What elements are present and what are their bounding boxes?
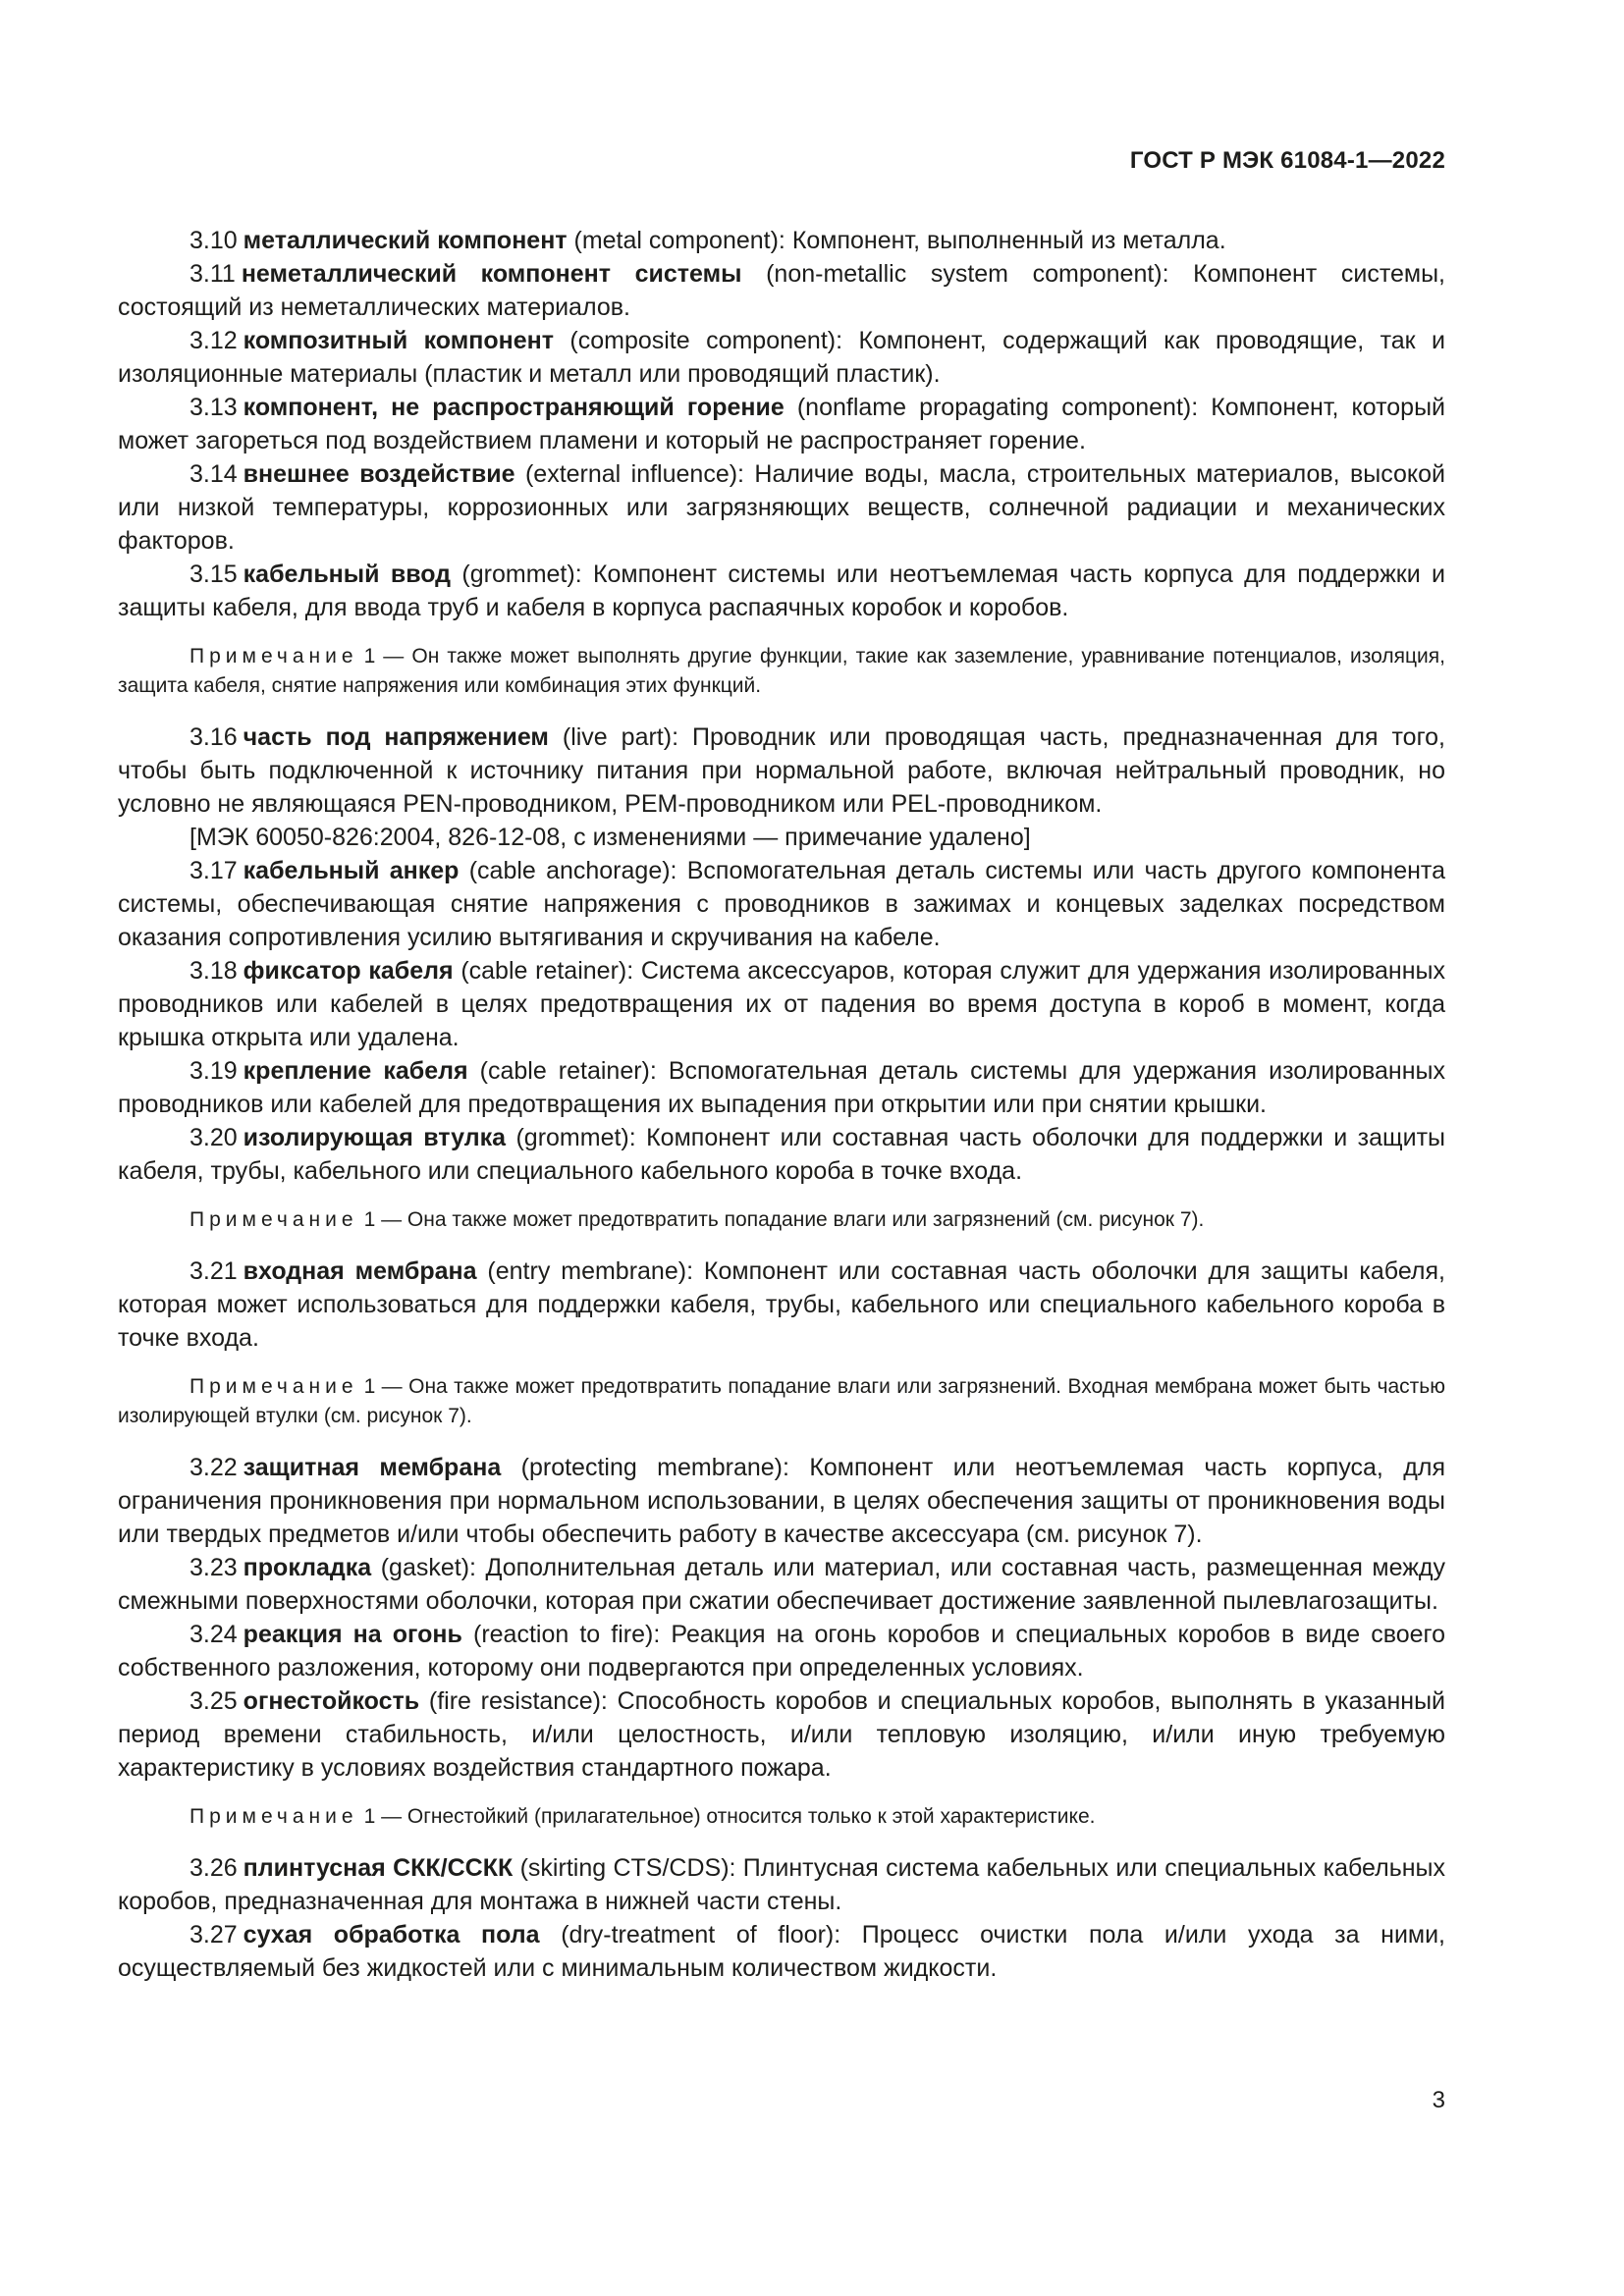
definition-term: металлический компонент xyxy=(243,227,568,254)
note-label: Примечание xyxy=(189,1805,358,1828)
definition-number: 3.10 xyxy=(189,227,238,254)
definition-text: (non-metallic system component): Компонент системы, состоящий из неметаллических материалов. xyxy=(118,260,1445,321)
definition-text: (cable retainer): Вспомогательная деталь системы для удержания изолированных проводников или кабелей для предотвращения их выпадения при открытии или при снятии крышки. xyxy=(118,1057,1445,1118)
definition-term: прокладка xyxy=(243,1554,372,1581)
note-3-15 xyxy=(118,642,1445,701)
definition-3-18 xyxy=(118,954,1445,1054)
definition-number: 3.19 xyxy=(189,1057,238,1085)
definition-number: 3.17 xyxy=(189,857,238,884)
definition-number: 3.13 xyxy=(189,394,238,421)
definition-3-26 xyxy=(118,1851,1445,1918)
note-3-21 xyxy=(118,1372,1445,1431)
definition-3-15 xyxy=(118,558,1445,624)
definition-text: (cable anchorage): Вспомогательная деталь системы или часть другого компонента системы, обеспечивающая снятие напряжения с проводников в зажимах и концевых заделках посредством оказания сопротивления усилию вытягивания и скручивания на кабеле. xyxy=(118,857,1445,951)
source-reference: [МЭК 60050-826:2004, 826-12-08, с изменениями — примечание удалено] xyxy=(189,824,1031,851)
definition-3-11 xyxy=(118,257,1445,324)
definition-text: (grommet): Компонент системы или неотъемлемая часть корпуса для поддержки и защиты кабеля, для ввода труб и кабеля в корпуса распаячных коробок и коробов. xyxy=(118,561,1446,621)
definition-text: (gasket): Дополнительная деталь или материал, или составная часть, размещенная между смежными поверхностями оболочки, которая при сжатии обеспечивает достижение заявленной пылевлагозащиты. xyxy=(118,1554,1446,1615)
definition-3-23 xyxy=(118,1551,1445,1618)
definition-term: изолирующая втулка xyxy=(243,1124,507,1151)
definition-3-24 xyxy=(118,1618,1445,1684)
definition-3-12 xyxy=(118,324,1445,391)
note-text: 1 — Она также может предотвратить попадание влаги или загрязнений (см. рисунок 7). xyxy=(363,1208,1205,1231)
definition-term: плинтусная СКК/ССКК xyxy=(243,1854,514,1882)
definition-number: 3.25 xyxy=(189,1687,238,1715)
definition-number: 3.22 xyxy=(189,1454,238,1481)
definition-term: сухая обработка пола xyxy=(243,1921,540,1949)
definition-term: часть под напряжением xyxy=(243,723,549,751)
definition-term: кабельный анкер xyxy=(243,857,460,884)
definition-number: 3.16 xyxy=(189,723,238,751)
note-text: 1 — Огнестойкий (прилагательное) относится только к этой характеристике. xyxy=(363,1805,1096,1828)
definition-number: 3.21 xyxy=(189,1257,238,1285)
definition-text: (composite component): Компонент, содержащий как проводящие, так и изоляционные материалы (пластик и металл или проводящий пластик). xyxy=(118,327,1445,388)
definition-number: 3.27 xyxy=(189,1921,238,1949)
note-label: Примечание xyxy=(189,645,358,667)
definition-term: композитный компонент xyxy=(243,327,554,354)
definition-3-21 xyxy=(118,1255,1445,1355)
note-text: 1 — Он также может выполнять другие функции, такие как заземление, уравнивание потенциалов, изоляция, защита кабеля, снятие напряжения или комбинация этих функций. xyxy=(118,645,1445,697)
note-label: Примечание xyxy=(189,1208,358,1231)
definition-term: компонент, не распространяющий горение xyxy=(243,394,785,421)
definition-number: 3.24 xyxy=(189,1621,238,1648)
definition-term: защитная мембрана xyxy=(243,1454,502,1481)
definition-3-13 xyxy=(118,391,1445,457)
definition-text: (cable retainer): Система аксессуаров, которая служит для удержания изолированных проводников или кабелей в целях предотвращения их от падения во время доступа в короб в момент, когда крышка открыта или удалена. xyxy=(118,957,1446,1051)
note-label: Примечание xyxy=(189,1375,358,1398)
definition-text: (grommet): Компонент или составная часть оболочки для поддержки и защиты кабеля, трубы, кабельного или специального кабельного короба в точке входа. xyxy=(118,1124,1445,1185)
definition-number: 3.26 xyxy=(189,1854,238,1882)
definition-text: (external influence): Наличие воды, масла, строительных материалов, высокой или низкой температуры, коррозионных или загрязняющих веществ, солнечной радиации и механических факторов. xyxy=(118,460,1446,555)
definition-number: 3.14 xyxy=(189,460,238,488)
definition-term: фиксатор кабеля xyxy=(243,957,454,985)
definition-3-22 xyxy=(118,1451,1445,1551)
definition-text: (fire resistance): Способность коробов и специальных коробов, выполнять в указанный период времени стабильность, и/или целостность, и/или тепловую изоляцию, и/или иную требуемую характеристику в условиях воздействия стандартного пожара. xyxy=(118,1687,1445,1782)
definition-number: 3.20 xyxy=(189,1124,238,1151)
definition-text: (protecting membrane): Компонент или неотъемлемая часть корпуса, для ограничения проникновения при нормальном использовании, в целях обеспечения защиты от проникновения воды или твердых предметов и/или чтобы обеспечить работу в качестве аксессуара (см. рисунок 7). xyxy=(118,1454,1445,1548)
definition-text: (live part): Проводник или проводящая часть, предназначенная для того, чтобы быть подключенной к источнику питания при нормальной работе, включая нейтральный проводник, но условно не являющаяся PEN-проводником, PEM-проводником или PEL-проводником. xyxy=(118,723,1445,818)
definition-3-19 xyxy=(118,1054,1445,1121)
definition-number: 3.11 xyxy=(189,260,236,288)
definition-term: кабельный ввод xyxy=(243,561,452,588)
definition-3-25 xyxy=(118,1684,1445,1785)
definition-3-17 xyxy=(118,854,1445,954)
note-text: 1 — Она также может предотвратить попадание влаги или загрязнений. Входная мембрана может быть частью изолирующей втулки (см. рисунок 7). xyxy=(118,1375,1445,1427)
definition-text: (skirting CTS/CDS): Плинтусная система кабельных или специальных кабельных коробов, предназначенная для монтажа в нижней части стены. xyxy=(118,1854,1445,1915)
definition-3-20 xyxy=(118,1121,1445,1188)
definition-text: (dry-treatment of floor): Процесс очистки пола и/или ухода за ними, осуществляемый без жидкостей или с минимальным количеством жидкости. xyxy=(118,1921,1446,1982)
note-3-20 xyxy=(118,1205,1445,1235)
definition-term: входная мембрана xyxy=(243,1257,477,1285)
definition-term: крепление кабеля xyxy=(243,1057,468,1085)
document-body xyxy=(118,224,1445,1985)
definition-term: неметаллический компонент системы xyxy=(241,260,742,288)
page-number: 3 xyxy=(1432,2087,1445,2113)
note-3-25 xyxy=(118,1802,1445,1832)
definition-3-10 xyxy=(118,224,1445,257)
definition-3-16 xyxy=(118,721,1445,821)
definition-text: (entry membrane): Компонент или составная часть оболочки для защиты кабеля, которая может использоваться для поддержки кабеля, трубы, кабельного или специального кабельного короба в точке входа. xyxy=(118,1257,1445,1352)
definition-number: 3.23 xyxy=(189,1554,238,1581)
definition-term: огнестойкость xyxy=(243,1687,420,1715)
definition-term: реакция на огонь xyxy=(243,1621,462,1648)
definition-number: 3.15 xyxy=(189,561,238,588)
definition-3-14 xyxy=(118,457,1445,558)
definition-term: внешнее воздействие xyxy=(243,460,515,488)
document-header: ГОСТ Р МЭК 61084-1—2022 xyxy=(1129,147,1445,174)
definition-3-27 xyxy=(118,1918,1445,1985)
definition-text: (reaction to fire): Реакция на огонь коробов и специальных коробов в виде своего собственного разложения, которому они подвергаются при определенных условиях. xyxy=(118,1621,1445,1682)
definition-text: (nonflame propagating component): Компонент, который может загореться под воздействием пламени и который не распространяет горение. xyxy=(118,394,1446,454)
definition-text: (metal component): Компонент, выполненный из металла. xyxy=(573,227,1226,254)
definition-number: 3.12 xyxy=(189,327,238,354)
definition-number: 3.18 xyxy=(189,957,238,985)
